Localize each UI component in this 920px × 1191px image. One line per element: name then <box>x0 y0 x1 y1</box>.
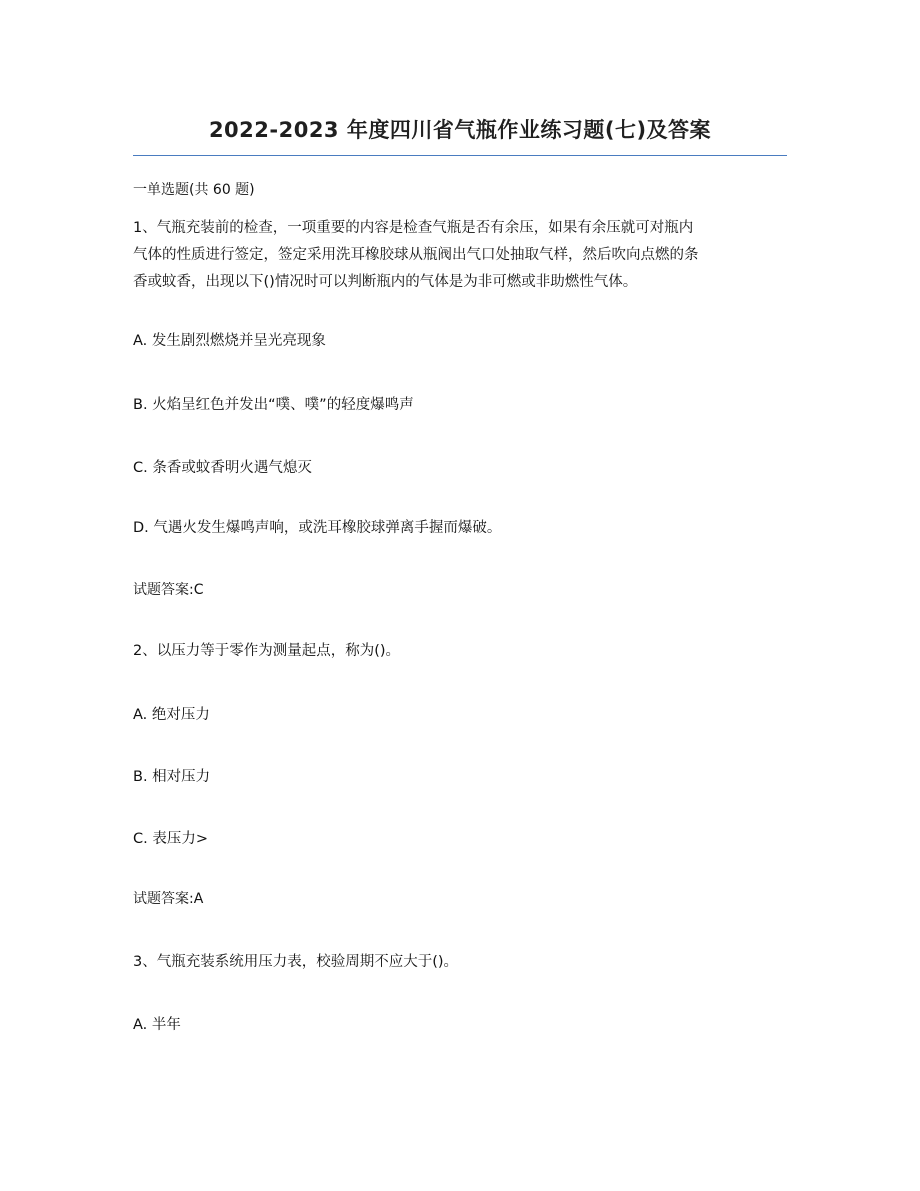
document-title: 2022-2023 年度四川省气瓶作业练习题(七)及答案 <box>208 118 712 142</box>
question-2-option-c: C. 表压力> <box>133 831 208 847</box>
question-1-option-d: D. 气遇火发生爆鸣声响，或洗耳橡胶球弹离手握而爆破。 <box>133 520 502 536</box>
question-3-option-a: A. 半年 <box>133 1017 181 1033</box>
question-2-answer: 试题答案:A <box>133 891 204 907</box>
question-1-stem <box>133 215 793 296</box>
question-3-stem: 3、气瓶充装系统用压力表，校验周期不应大于()。 <box>133 954 459 970</box>
question-2-option-a: A. 绝对压力 <box>133 707 210 723</box>
question-1-option-a: A. 发生剧烈燃烧并呈光亮现象 <box>133 333 326 349</box>
question-1-stem-line-2: 气体的性质进行签定，签定采用洗耳橡胶球从瓶阀出气口处抽取气样，然后吹向点燃的条 <box>133 247 699 263</box>
section-heading: 一单选题(共 60 题) <box>133 182 255 198</box>
title-underline <box>133 155 787 156</box>
question-1-option-c: C. 条香或蚊香明火遇气熄灭 <box>133 460 312 476</box>
question-2-option-b: B. 相对压力 <box>133 769 211 785</box>
question-1-option-b: B. 火焰呈红色并发出“噗、噗”的轻度爆鸣声 <box>133 397 414 413</box>
question-1-answer: 试题答案:C <box>133 582 204 598</box>
question-1-stem-line-3: 香或蚊香，出现以下()情况时可以判断瓶内的气体是为非可燃或非助燃性气体。 <box>133 274 638 290</box>
question-1-stem-line-1: 1、气瓶充装前的检查，一项重要的内容是检查气瓶是否有余压，如果有余压就可对瓶内 <box>133 220 694 236</box>
question-2-stem: 2、以压力等于零作为测量起点，称为()。 <box>133 643 401 659</box>
